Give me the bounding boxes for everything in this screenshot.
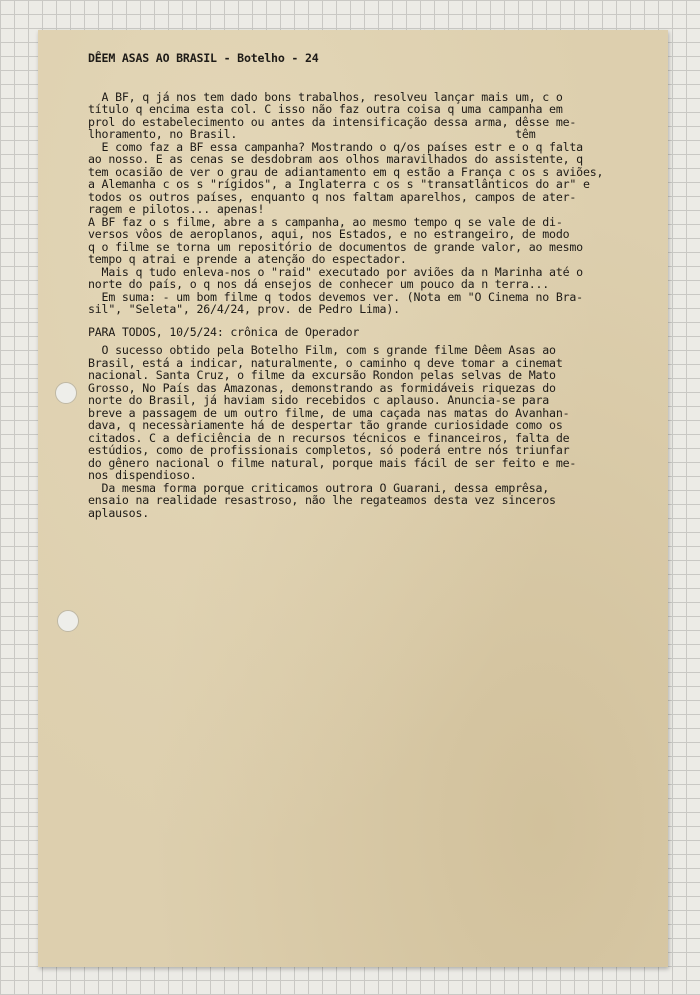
text-line: O sucesso obtido pela Botelho Film, com s grande filme Dêem Asas ao xyxy=(88,343,556,357)
text-line: ensaio na realidade resastroso, não lhe regateamos desta vez sinceros xyxy=(88,493,556,507)
text-line: ragem e pilotos... apenas! xyxy=(88,202,265,216)
text-line: a Alemanha c os s "rígidos", a Inglaterra c os s "transatlânticos do ar" e xyxy=(88,177,590,191)
text-line: prol do estabelecimento ou antes da intensificação dessa arma, dêsse me- xyxy=(88,114,577,129)
typewritten-page xyxy=(38,30,668,967)
text-line: citados. C a deficiência de n recursos técnicos e financeiros, falta de xyxy=(88,430,570,445)
page-header: DÊEM ASAS AO BRASIL - Botelho - 24 xyxy=(88,51,319,65)
text-line: Brasil, está a indicar, naturalmente, o caminho q deve tomar a cinemat xyxy=(88,355,563,370)
text-line: E como faz a BF essa campanha? Mostrando o q/os países estr e o q falta xyxy=(88,139,583,154)
text-line: versos vôos de aeroplanos, aqui, nos Estados, e no estrangeiro, de modo xyxy=(88,227,570,241)
page-text xyxy=(88,52,663,519)
text-line: estúdios, como de profissionais completos, só poderá entre nós triunfar xyxy=(88,443,570,457)
text-line: dava, q necessàriamente há de despertar tão grande curiosidade como os xyxy=(88,418,563,432)
section-title: PARA TODOS, 10/5/24: crônica de Operador xyxy=(88,324,360,339)
text-line: Em suma: - um bom filme q todos devemos ver. (Nota em "O Cinema no Bra- xyxy=(88,289,583,304)
text-line: Grosso, No País das Amazonas, demonstrando as formidáveis riquezas do xyxy=(88,380,556,395)
text-line: lhoramento, no Brasil. têm xyxy=(88,127,536,141)
first-article xyxy=(88,91,663,316)
text-line: Da mesma forma porque criticamos outrora O Guarani, dessa emprêsa, xyxy=(88,480,550,495)
text-line: norte do país, o q nos dá ensejos de conhecer um pouco da n terra... xyxy=(88,277,550,291)
text-line: ao nosso. E as cenas se desdobram aos olhos maravilhados do assistente, q xyxy=(88,152,583,166)
text-line: A BF faz o s filme, abre a s campanha, ao mesmo tempo q se vale de di- xyxy=(88,214,563,229)
text-line: tempo q atrai e prende a atenção do espectador. xyxy=(88,252,407,266)
text-line: sil", "Seleta", 26/4/24, prov. de Pedro Lima). xyxy=(88,302,400,316)
text-line: Mais q tudo enleva-nos o "raid" executado por aviões da n Marinha até o xyxy=(88,264,583,279)
text-line: nos dispendioso. xyxy=(88,468,197,482)
text-line: nacional. Santa Cruz, o filme da excursão Rondon pelas selvas de Mato xyxy=(88,368,556,382)
text-line: A BF, q já nos tem dado bons trabalhos, resolveu lançar mais um, c o xyxy=(88,89,563,104)
text-line: aplausos. xyxy=(88,505,150,520)
text-line: título q encima esta col. C isso não faz outra coisa q uma campanha em xyxy=(88,102,563,116)
text-line: q o filme se torna um repositório de documentos de grande valor, ao mesmo xyxy=(88,239,583,254)
text-line: tem ocasião de ver o grau de adiantamento em q estão a França c os s aviões, xyxy=(88,164,604,179)
second-article xyxy=(88,344,663,519)
text-line: do gênero nacional o filme natural, porque mais fácil de ser feito e me- xyxy=(88,455,577,470)
punch-hole xyxy=(55,382,77,404)
text-line: norte do Brasil, já haviam sido recebidos c aplauso. Anuncia-se para xyxy=(88,393,550,407)
text-line: todos os outros países, enquanto q nos faltam aparelhos, campos de ater- xyxy=(88,189,577,204)
punch-hole xyxy=(57,610,79,632)
text-line: breve a passagem de um outro filme, de uma caçada nas matas do Avanhan- xyxy=(88,405,570,420)
